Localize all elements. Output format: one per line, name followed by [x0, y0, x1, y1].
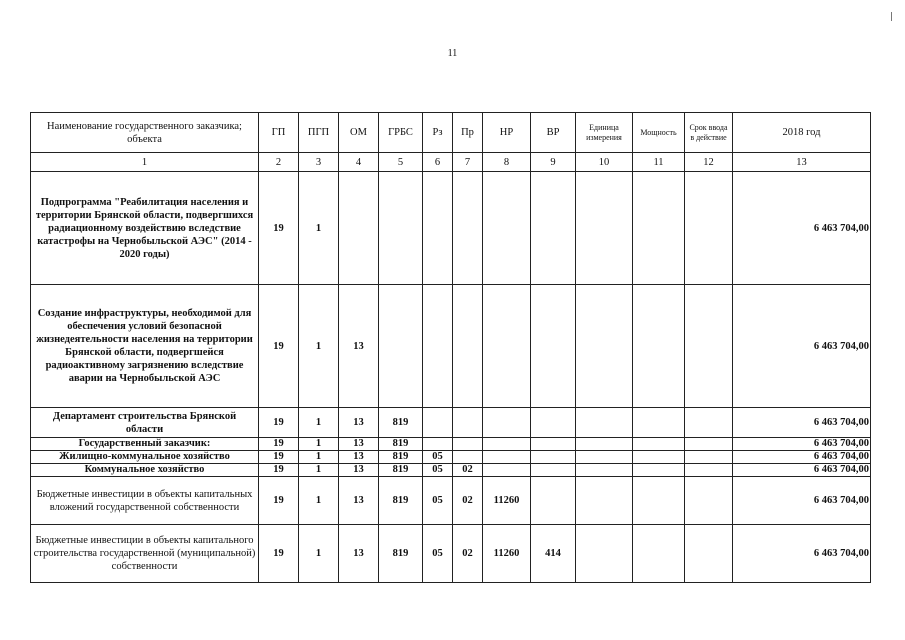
row-grbs: [379, 285, 423, 408]
row-name: Коммунальное хозяйство: [31, 464, 259, 477]
row-vr: [531, 285, 576, 408]
row-grbs: [379, 172, 423, 285]
row-gp: 19: [259, 172, 299, 285]
row-om: 13: [339, 408, 379, 438]
col-num-9: 9: [531, 153, 576, 172]
row-power: [633, 525, 685, 583]
row-unit: [576, 285, 633, 408]
row-name: Подпрограмма "Реабилитация населения и территории Брянской области, подвергшихся радиационному воздействию вследствие катастрофы на Чернобыльской АЭС" (2014 - 2020 годы): [31, 172, 259, 285]
row-gp: 19: [259, 477, 299, 525]
table-row: [31, 451, 871, 464]
row-name: Создание инфраструктуры, необходимой для обеспечения условий безопасной жизнедеятельности населения на территории Брянской области, подвергшейся радиоактивному загрязнению вследствие аварии на Чернобыльской АЭС: [31, 285, 259, 408]
row-term: [685, 464, 733, 477]
row-pgp: 1: [299, 477, 339, 525]
table-row: [31, 285, 871, 408]
row-grbs: 819: [379, 525, 423, 583]
row-pgp: 1: [299, 464, 339, 477]
row-vr: [531, 408, 576, 438]
row-nr: 11260: [483, 477, 531, 525]
row-gp: 19: [259, 438, 299, 451]
header-name: Наименование государственного заказчика; объекта: [31, 113, 259, 153]
row-unit: [576, 438, 633, 451]
header-pr: Пр: [453, 113, 483, 153]
row-om: 13: [339, 451, 379, 464]
row-term: [685, 525, 733, 583]
header-vr: ВР: [531, 113, 576, 153]
row-om: 13: [339, 464, 379, 477]
row-pr: [453, 408, 483, 438]
header-gp: ГП: [259, 113, 299, 153]
row-rz: 05: [423, 477, 453, 525]
row-pgp: 1: [299, 285, 339, 408]
row-amount: 6 463 704,00: [733, 477, 871, 525]
header-nr: НР: [483, 113, 531, 153]
col-num-13: 13: [733, 153, 871, 172]
row-pgp: 1: [299, 438, 339, 451]
row-grbs: 819: [379, 451, 423, 464]
header-grbs: ГРБС: [379, 113, 423, 153]
row-pr: 02: [453, 464, 483, 477]
row-power: [633, 477, 685, 525]
col-num-1: 1: [31, 153, 259, 172]
row-grbs: 819: [379, 477, 423, 525]
row-unit: [576, 464, 633, 477]
row-name: Бюджетные инвестиции в объекты капитального строительства государственной (муниципальной) собственности: [31, 525, 259, 583]
row-pr: [453, 451, 483, 464]
row-nr: 11260: [483, 525, 531, 583]
row-unit: [576, 451, 633, 464]
row-nr: [483, 438, 531, 451]
row-term: [685, 285, 733, 408]
header-year: 2018 год: [733, 113, 871, 153]
row-power: [633, 464, 685, 477]
row-nr: [483, 464, 531, 477]
row-name: Департамент строительства Брянской области: [31, 408, 259, 438]
row-vr: [531, 464, 576, 477]
row-amount: 6 463 704,00: [733, 464, 871, 477]
scan-edge-mark: [891, 12, 892, 21]
col-num-12: 12: [685, 153, 733, 172]
row-amount: 6 463 704,00: [733, 172, 871, 285]
col-num-5: 5: [379, 153, 423, 172]
column-number-row: [31, 153, 871, 172]
row-unit: [576, 525, 633, 583]
row-amount: 6 463 704,00: [733, 525, 871, 583]
header-row: [31, 113, 871, 153]
row-rz: 05: [423, 525, 453, 583]
row-gp: 19: [259, 464, 299, 477]
row-grbs: 819: [379, 408, 423, 438]
col-num-10: 10: [576, 153, 633, 172]
row-term: [685, 172, 733, 285]
row-om: 13: [339, 285, 379, 408]
row-rz: [423, 438, 453, 451]
row-term: [685, 438, 733, 451]
row-pgp: 1: [299, 172, 339, 285]
header-om: ОМ: [339, 113, 379, 153]
row-power: [633, 451, 685, 464]
row-term: [685, 477, 733, 525]
row-pgp: 1: [299, 408, 339, 438]
row-vr: [531, 477, 576, 525]
row-nr: [483, 451, 531, 464]
row-pr: 02: [453, 477, 483, 525]
row-rz: [423, 285, 453, 408]
row-rz: [423, 172, 453, 285]
row-gp: 19: [259, 525, 299, 583]
header-term: Срок ввода в действие: [685, 113, 733, 153]
header-power: Мощность: [633, 113, 685, 153]
row-power: [633, 285, 685, 408]
row-amount: 6 463 704,00: [733, 438, 871, 451]
row-grbs: 819: [379, 438, 423, 451]
row-rz: 05: [423, 451, 453, 464]
row-name: Жилищно-коммунальное хозяйство: [31, 451, 259, 464]
row-term: [685, 451, 733, 464]
row-pr: [453, 285, 483, 408]
col-num-4: 4: [339, 153, 379, 172]
col-num-11: 11: [633, 153, 685, 172]
row-pr: [453, 172, 483, 285]
table-row: [31, 464, 871, 477]
row-nr: [483, 172, 531, 285]
header-unit: Единица измерения: [576, 113, 633, 153]
row-om: 13: [339, 438, 379, 451]
row-om: 13: [339, 477, 379, 525]
row-om: [339, 172, 379, 285]
table-row: [31, 477, 871, 525]
row-nr: [483, 285, 531, 408]
row-unit: [576, 408, 633, 438]
budget-table: [30, 112, 871, 583]
row-unit: [576, 172, 633, 285]
row-vr: [531, 451, 576, 464]
row-vr: 414: [531, 525, 576, 583]
row-vr: [531, 172, 576, 285]
row-power: [633, 438, 685, 451]
row-name: Бюджетные инвестиции в объекты капитальных вложений государственной собственности: [31, 477, 259, 525]
row-pgp: 1: [299, 525, 339, 583]
col-num-7: 7: [453, 153, 483, 172]
row-amount: 6 463 704,00: [733, 285, 871, 408]
row-pr: 02: [453, 525, 483, 583]
row-power: [633, 408, 685, 438]
row-rz: 05: [423, 464, 453, 477]
row-nr: [483, 408, 531, 438]
row-amount: 6 463 704,00: [733, 451, 871, 464]
row-gp: 19: [259, 285, 299, 408]
col-num-3: 3: [299, 153, 339, 172]
row-om: 13: [339, 525, 379, 583]
col-num-8: 8: [483, 153, 531, 172]
row-rz: [423, 408, 453, 438]
header-rz: Рз: [423, 113, 453, 153]
col-num-6: 6: [423, 153, 453, 172]
row-grbs: 819: [379, 464, 423, 477]
row-term: [685, 408, 733, 438]
table-row: [31, 172, 871, 285]
row-unit: [576, 477, 633, 525]
row-name: Государственный заказчик:: [31, 438, 259, 451]
col-num-2: 2: [259, 153, 299, 172]
row-pgp: 1: [299, 451, 339, 464]
row-gp: 19: [259, 451, 299, 464]
page-number: 11: [447, 48, 458, 59]
table-row: [31, 408, 871, 438]
row-pr: [453, 438, 483, 451]
table-row: [31, 525, 871, 583]
row-gp: 19: [259, 408, 299, 438]
row-vr: [531, 438, 576, 451]
row-amount: 6 463 704,00: [733, 408, 871, 438]
table-row: [31, 438, 871, 451]
header-pgp: ПГП: [299, 113, 339, 153]
row-power: [633, 172, 685, 285]
